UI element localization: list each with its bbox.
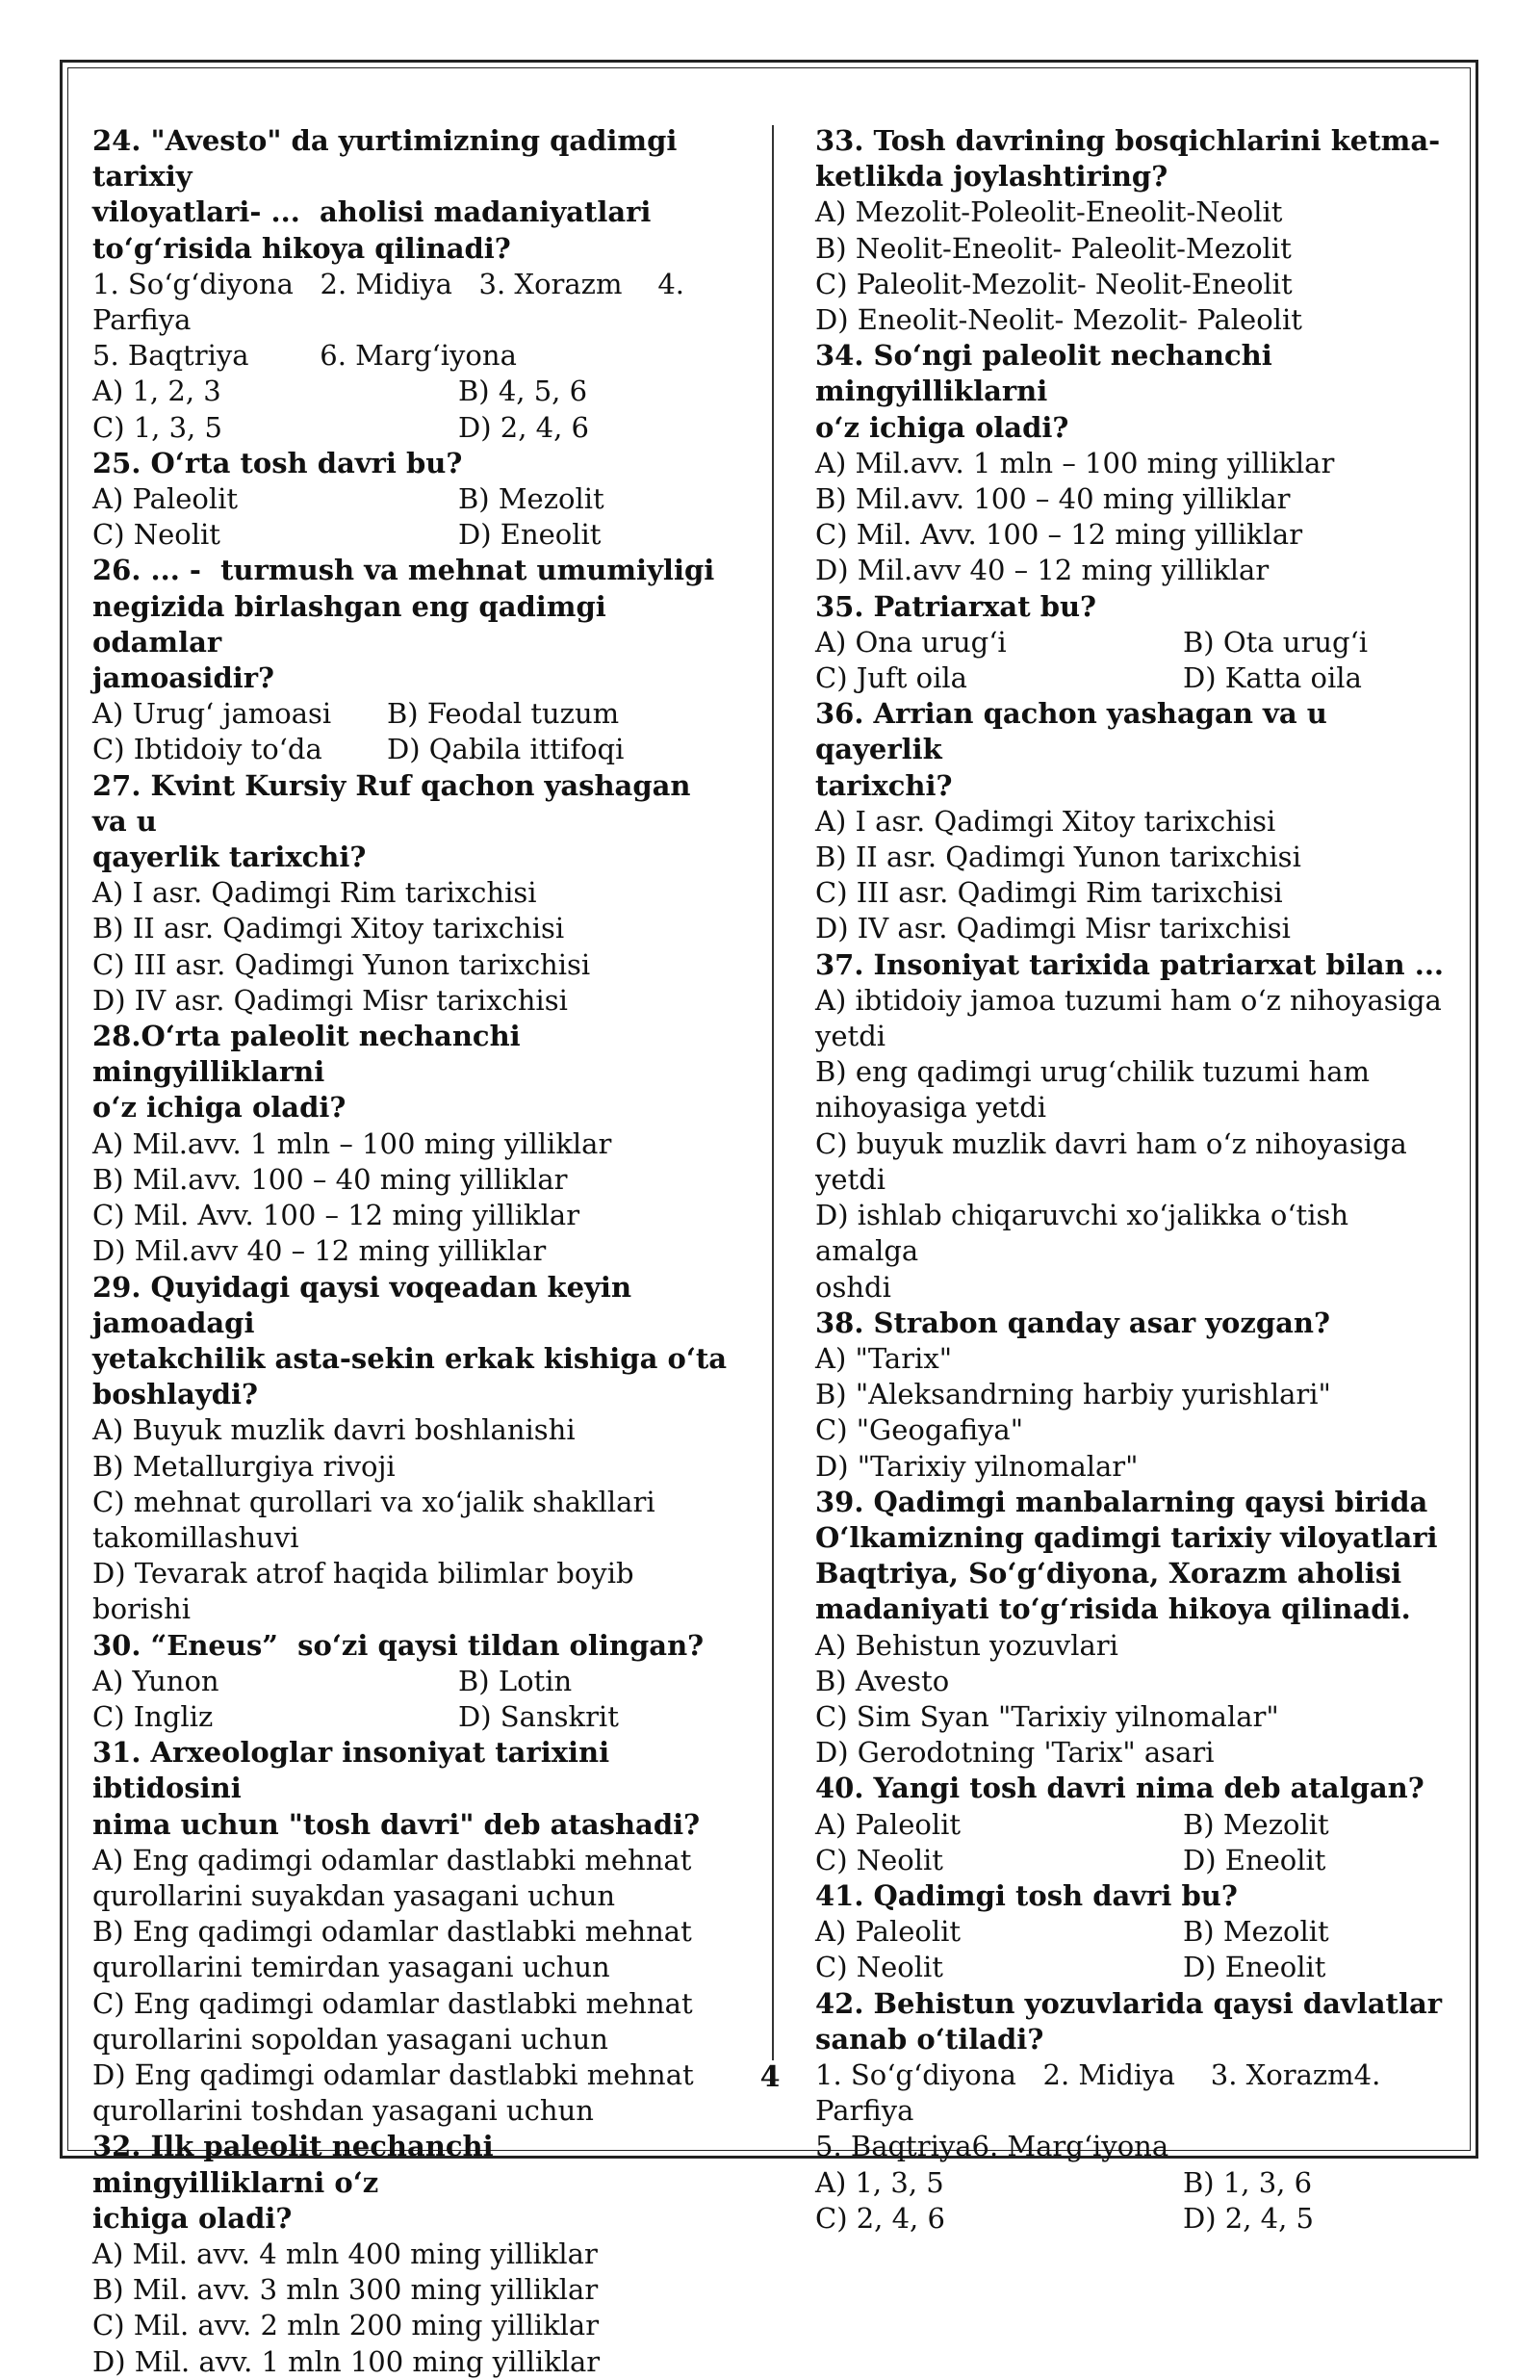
option-b: B) Eng qadimgi odamlar dastlabki mehnat [92, 1915, 692, 1949]
option-b: B) 4, 5, 6 [458, 375, 588, 408]
option-d: D) Eng qadimgi odamlar dastlabki mehnat [92, 2057, 694, 2091]
page-number: 4 [759, 2060, 781, 2094]
option-c: C) Ibtidoiy to‘da [92, 733, 322, 766]
question-title: 38. Strabon qanday asar yozgan? [815, 1306, 1331, 1339]
option-a: A) 1, 3, 5 [815, 2165, 944, 2199]
options-row [815, 625, 1450, 660]
question-27 [92, 768, 728, 1019]
question-24 [92, 123, 728, 446]
option-b: B) 1, 3, 6 [1183, 2165, 1313, 2199]
option-a: A) Urug‘ jamoasi [92, 697, 332, 731]
item-list: 1. So‘g‘diyona 2. Midiya 3. Xorazm4. Parfiya [815, 2057, 1390, 2128]
option-b: B) Mezolit [458, 482, 604, 516]
question-title: nima uchun "tosh davri" deb atashadi? [92, 1807, 701, 1841]
question-30 [92, 1628, 728, 1736]
option-c: C) 2, 4, 6 [815, 2201, 945, 2235]
option-a: A) Paleolit [815, 1807, 962, 1841]
option-d: D) Eneolit [1183, 1951, 1326, 1984]
option-d: D) Eneolit [1183, 1843, 1326, 1876]
options-row [815, 1950, 1450, 1985]
option-b: B) Metallurgiya rivoji [92, 1449, 396, 1483]
option-d-cont: oshdi [815, 1270, 891, 1304]
question-title: 42. Behistun yozuvlarida qaysi davlatlar [815, 1986, 1443, 2020]
question-25 [92, 446, 728, 554]
option-a: A) Paleolit [92, 482, 239, 516]
option-a-cont: yetdi [815, 1020, 886, 1053]
option-d: D) Mil.avv 40 – 12 ming yilliklar [815, 554, 1270, 587]
options-row [92, 517, 728, 553]
option-a: A) Yunon [92, 1664, 219, 1697]
question-title: 28.O‘rta paleolit nechanchi mingyilliklarni [92, 1020, 530, 1089]
option-c: C) Mil. avv. 2 mln 200 ming yilliklar [92, 2309, 600, 2342]
option-b: B) Mil.avv. 100 – 40 ming yilliklar [815, 482, 1291, 516]
option-c: C) Ingliz [92, 1699, 214, 1733]
options-row [815, 1843, 1450, 1878]
question-26 [92, 553, 728, 767]
option-c: C) III asr. Qadimgi Rim tarixchisi [815, 876, 1283, 910]
option-a: A) Mil. avv. 4 mln 400 ming yilliklar [92, 2237, 598, 2270]
question-34 [815, 338, 1450, 588]
question-42 [815, 1986, 1450, 2237]
option-b-cont: nihoyasiga yetdi [815, 1091, 1047, 1125]
question-39 [815, 1485, 1450, 1772]
question-title: 41. Qadimgi tosh davri bu? [815, 1878, 1238, 1912]
question-35 [815, 589, 1450, 697]
question-title: jamoasidir? [92, 661, 275, 695]
question-title: qayerlik tarixchi? [92, 841, 367, 874]
question-title: to‘g‘risida hikoya qilinadi? [92, 231, 511, 265]
option-d: D) ishlab chiqaruvchi xo‘jalikka o‘tish amalga [815, 1199, 1358, 1268]
option-a: A) 1, 2, 3 [92, 375, 221, 408]
option-c: C) Neolit [815, 1951, 943, 1984]
option-b: B) II asr. Qadimgi Xitoy tarixchisi [92, 912, 565, 945]
question-title: 35. Patriarxat bu? [815, 589, 1097, 623]
question-29 [92, 1270, 728, 1628]
option-d: D) "Tarixiy yilnomalar" [815, 1449, 1139, 1483]
question-title: O‘lkamizning qadimgi tarixiy viloyatlari [815, 1520, 1438, 1554]
question-title: tarixchi? [815, 768, 953, 802]
option-a: A) I asr. Qadimgi Rim tarixchisi [92, 876, 537, 910]
options-row [815, 660, 1450, 696]
option-c: C) buyuk muzlik davri ham o‘z nihoyasiga yetdi [815, 1126, 1417, 1196]
question-title: 33. Tosh davrining bosqichlarini ketma- [815, 124, 1441, 157]
question-title: o‘z ichiga oladi? [815, 410, 1069, 444]
option-b: B) Ota urug‘i [1183, 625, 1369, 659]
question-title: negizida birlashgan eng qadimgi odamlar [92, 589, 616, 659]
option-a: A) Ona urug‘i [815, 625, 1007, 659]
item-list: 1. So‘g‘diyona 2. Midiya 3. Xorazm 4. Parfiya [92, 267, 694, 337]
options-row [92, 481, 728, 517]
option-d: D) IV asr. Qadimgi Misr tarixchisi [815, 912, 1291, 945]
item-list: 5. Baqtriya 6. Marg‘iyona [92, 339, 517, 373]
option-b: B) Feodal tuzum [387, 697, 620, 731]
option-d: D) Eneolit [458, 518, 602, 552]
option-c: C) 1, 3, 5 [92, 410, 222, 444]
option-d-cont: qurollarini toshdan yasagani uchun [92, 2094, 594, 2128]
option-a: A) Mil.avv. 1 mln – 100 ming yilliklar [815, 446, 1335, 479]
option-c: C) Paleolit-Mezolit- Neolit-Eneolit [815, 267, 1293, 300]
option-b: B) Mil.avv. 100 – 40 ming yilliklar [92, 1162, 568, 1196]
options-row [92, 374, 728, 409]
option-b: B) II asr. Qadimgi Yunon tarixchisi [815, 841, 1301, 874]
question-title: 27. Kvint Kursiy Ruf qachon yashagan va u [92, 768, 701, 838]
option-a: A) Paleolit [815, 1915, 962, 1949]
question-title: 30. “Eneus” so‘zi qaysi tildan olingan? [92, 1628, 705, 1662]
question-title: ketlikda joylashtiring? [815, 160, 1168, 194]
question-38 [815, 1306, 1450, 1485]
option-c: C) III asr. Qadimgi Yunon tarixchisi [92, 947, 591, 981]
question-40 [815, 1771, 1450, 1878]
option-c-cont: takomillashuvi [92, 1520, 299, 1554]
option-c: C) "Geogafiya" [815, 1413, 1024, 1447]
option-d: D) 2, 4, 5 [1183, 2201, 1315, 2235]
option-b: B) eng qadimgi urug‘chilik tuzumi ham [815, 1055, 1370, 1089]
question-title: o‘z ichiga oladi? [92, 1091, 346, 1125]
option-a-cont: qurollarini suyakdan yasagani uchun [92, 1878, 616, 1912]
question-title: 34. So‘ngi paleolit nechanchi mingyilliklarni [815, 339, 1282, 408]
option-d: D) Mil.avv 40 – 12 ming yilliklar [92, 1234, 547, 1268]
option-a: A) Buyuk muzlik davri boshlanishi [92, 1413, 576, 1447]
option-b: B) Avesto [815, 1664, 950, 1697]
option-d: D) IV asr. Qadimgi Misr tarixchisi [92, 983, 568, 1017]
options-row [815, 2201, 1450, 2237]
question-title: madaniyati to‘g‘risida hikoya qilinadi. [815, 1592, 1411, 1626]
question-title: 29. Quyidagi qaysi voqeadan keyin jamoadagi [92, 1270, 642, 1339]
question-title: 39. Qadimgi manbalarning qaysi birida [815, 1485, 1428, 1518]
option-d: D) Tevarak atrof haqida bilimlar boyib borishi [92, 1557, 643, 1626]
column-divider [772, 125, 774, 2060]
item-list: 5. Baqtriya6. Marg‘iyona [815, 2130, 1169, 2163]
option-b-cont: qurollarini temirdan yasagani uchun [92, 1951, 610, 1984]
option-c: C) Mil. Avv. 100 – 12 ming yilliklar [815, 518, 1303, 552]
option-b: B) Mezolit [1183, 1915, 1329, 1949]
question-36 [815, 696, 1450, 946]
question-33 [815, 123, 1450, 338]
options-row [92, 410, 728, 446]
question-title: 26. ... - turmush va mehnat umumiyligi [92, 554, 715, 587]
option-a: A) ibtidoiy jamoa tuzumi ham o‘z nihoyasiga [815, 983, 1442, 1017]
option-a: A) Mil.avv. 1 mln – 100 ming yilliklar [92, 1126, 612, 1160]
option-d: D) Sanskrit [458, 1699, 619, 1733]
option-d: D) Gerodotning 'Tarix" asari [815, 1736, 1215, 1770]
option-c: C) Mil. Avv. 100 – 12 ming yilliklar [92, 1199, 580, 1232]
option-d: D) 2, 4, 6 [458, 410, 590, 444]
left-column [92, 123, 728, 2380]
options-row [92, 696, 728, 732]
question-title: 37. Insoniyat tarixida patriarxat bilan ... [815, 947, 1445, 981]
options-row [92, 732, 728, 767]
options-row [92, 1664, 728, 1699]
question-title: 24. "Avesto" da yurtimizning qadimgi tarixiy [92, 124, 687, 194]
question-title: viloyatlari- ... aholisi madaniyatlari [92, 195, 652, 229]
option-c: C) Neolit [92, 518, 220, 552]
option-d: D) Eneolit-Neolit- Mezolit- Paleolit [815, 303, 1302, 337]
question-title: boshlaydi? [92, 1378, 258, 1411]
option-c-cont: qurollarini sopoldan yasagani uchun [92, 2022, 608, 2056]
question-41 [815, 1878, 1450, 1986]
options-row [815, 2165, 1450, 2201]
option-c: C) mehnat qurollari va xo‘jalik shakllari [92, 1485, 655, 1518]
question-title: 32. Ilk paleolit nechanchi mingyilliklarni o‘z [92, 2130, 503, 2199]
option-b: B) Neolit-Eneolit- Paleolit-Mezolit [815, 231, 1292, 265]
option-a: A) "Tarix" [815, 1341, 953, 1375]
question-title: ichiga oladi? [92, 2201, 293, 2235]
options-row [815, 1914, 1450, 1950]
option-d: D) Katta oila [1183, 661, 1362, 695]
options-row [92, 1699, 728, 1735]
question-title: 25. O‘rta tosh davri bu? [92, 446, 463, 479]
option-c: C) Juft oila [815, 661, 967, 695]
question-title: yetakchilik asta-sekin erkak kishiga o‘ta [92, 1341, 728, 1375]
option-a: A) Behistun yozuvlari [815, 1628, 1118, 1662]
option-b: B) Mezolit [1183, 1807, 1329, 1841]
option-c: C) Neolit [815, 1843, 943, 1876]
options-row [815, 1807, 1450, 1843]
option-c: C) Eng qadimgi odamlar dastlabki mehnat [92, 1986, 693, 2020]
question-32 [92, 2129, 728, 2379]
question-title: 36. Arrian qachon yashagan va u qayerlik [815, 697, 1337, 766]
option-a: A) Eng qadimgi odamlar dastlabki mehnat [92, 1843, 692, 1876]
question-37 [815, 947, 1450, 1306]
option-b: B) Lotin [458, 1664, 573, 1697]
question-title: sanab o‘tiladi? [815, 2022, 1044, 2056]
option-d: D) Mil. avv. 1 mln 100 ming yilliklar [92, 2344, 601, 2378]
option-b: B) Mil. avv. 3 mln 300 ming yilliklar [92, 2273, 599, 2307]
question-title: 31. Arxeologlar insoniyat tarixini ibtidosini [92, 1736, 620, 1805]
option-d: D) Qabila ittifoqi [387, 733, 625, 766]
question-title: 40. Yangi tosh davri nima deb atalgan? [815, 1772, 1424, 1805]
question-28 [92, 1019, 728, 1269]
option-b: B) "Aleksandrning harbiy yurishlari" [815, 1378, 1331, 1411]
right-column [815, 123, 1450, 2237]
option-a: A) Mezolit-Poleolit-Eneolit-Neolit [815, 195, 1283, 229]
question-title: Baqtriya, So‘g‘diyona, Xorazm aholisi [815, 1557, 1402, 1591]
option-a: A) I asr. Qadimgi Xitoy tarixchisi [815, 804, 1276, 838]
option-c: C) Sim Syan "Tarixiy yilnomalar" [815, 1699, 1279, 1733]
